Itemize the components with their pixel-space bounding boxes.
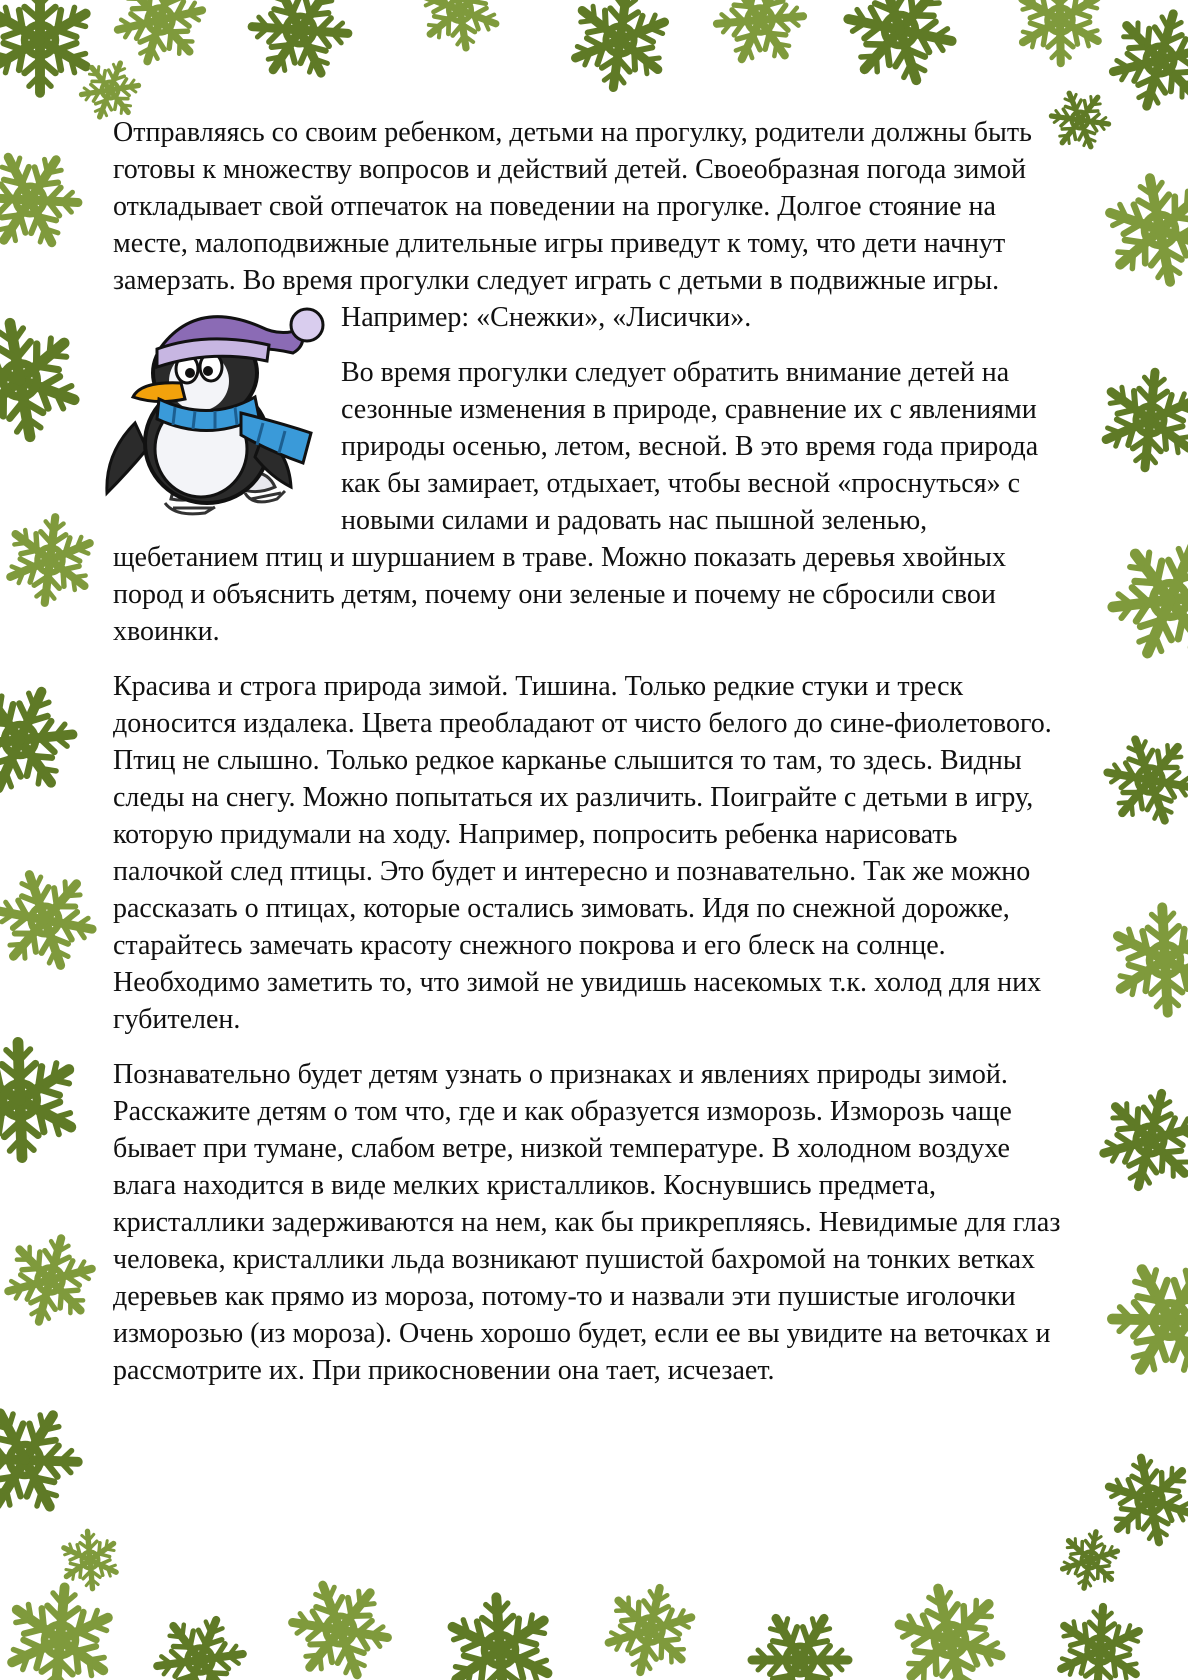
snowflake-icon [0,852,113,988]
snowflake-icon [1100,0,1188,119]
snowflake-icon [0,1020,100,1180]
paragraph-frost: Познавательно будет детям узнать о признаках и явлениях природы зимой. Расскажите детям о том что, где и как образуется изморозь. Изморозь чаще бывает при тумане, слабом ветре, низкой температуре. В холодном воздухе влага находится в виде мелких кристалликов. Коснувшись предмета, кристаллики задерживаются на нем, как бы прикрепляясь. Невидимые для глаз человека, кристаллики льда возникают пушистой бахромой на тонких ветках деревьев как прямо из мороза, потому-то и назвали эти пушистые иголочки изморозью (из мороза). Очень хорошо будет, если ее вы увидите на веточках и рассмотрите их. При прикосновении она тает, исчезает. [113,1059,1061,1386]
snowflake-icon [0,0,93,93]
snowflake-icon [1089,1439,1188,1562]
snowflake-icon [1056,1526,1125,1594]
snowflake-icon [1085,155,1188,305]
snowflake-icon [2,1583,118,1680]
snowflake-icon [875,1565,1025,1680]
snowflake-icon [598,1578,703,1680]
paragraph-example: Например: «Снежки», «Лисички». [341,302,752,333]
paragraph-seasons: Во время прогулки следует обратить внимание детей на сезонные изменения в природе, сравнение их с явлениями природы осенью, летом, весной. В это время года природа как бы замирает, отдыхает, чтобы весной «проснуться» с новыми силами и радовать нас пышной зеленью, щебетанием птиц и шуршанием в траве. Можно показать деревья хвойных пород и объяснить детям, почему они зеленые и почему не сбросили свои хвоинки. [113,357,1039,647]
snowflake-icon [565,0,675,94]
skating-penguin-icon [95,303,333,539]
snowflake-icon [1091,1082,1188,1199]
snowflake-icon [1092,886,1188,1033]
snowflake-icon [734,1594,866,1680]
snowflake-icon [0,298,102,461]
snowflake-icon [1,512,98,608]
snowflake-icon [272,1562,408,1680]
paragraph-nature: Красива и строга природа зимой. Тишина. Только редкие стуки и треск доносится издалека. Цвета преобладают от чисто белого до сине-фиолетового. Птиц не слышно. Только редкое карканье слышится то там, то здесь. Видны следы на снегу. Можно попытаться их различить. Поиграйте с детьми в игру, которую придумали на ходу. Например, попросить ребенка нарисовать палочкой след птицы. Это будет и интересно и познавательно. Так же можно рассказать о птицах, которые остались зимовать. Идя по снежной дорожке, старайтесь замечать красоту снежного покрова и его блеск на солнце. Необходимо заметить то, что зимой не увидишь насекомых т.к. холод для них губителен. [113,671,1052,1035]
snowflake-icon [1097,367,1188,473]
snowflake-icon [1053,1604,1146,1680]
snowflake-icon [0,133,97,266]
snowflake-icon [1090,1241,1188,1400]
snowflake-icon [406,0,515,64]
snowflake-icon [1000,0,1119,80]
snowflake-icon [426,1576,573,1680]
paragraph-intro: Отправляясь со своим ребенком, детьми на прогулку, родители должны быть готовы к множеству вопросов и действий детей. Своеобразная погода зимой откладывает свой отпечаток на поведении на прогулке. Долгое стояние на месте, малоподвижные длительные игры приведут к тому, что дети начнут замерзать. Во время прогулки следует играть с детьми в подвижные игры. [113,117,1032,296]
snowflake-icon [0,670,90,810]
snowflake-icon [0,1227,103,1333]
snowflake-icon [1089,719,1188,841]
snowflake-icon [143,1604,256,1680]
snowflake-icon [233,0,367,97]
snowflake-icon [825,0,975,105]
snowflake-icon [0,1387,98,1533]
document-body [113,114,1073,1389]
snowflake-icon [1094,524,1188,676]
snowflake-icon [702,0,818,78]
